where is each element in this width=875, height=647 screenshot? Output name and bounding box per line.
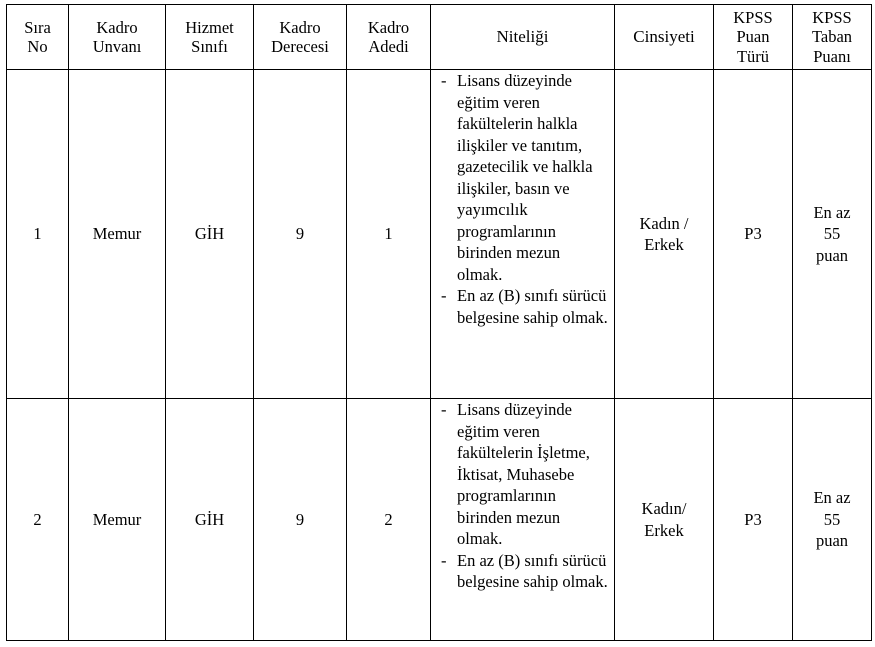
nitelik-item: - En az (B) sınıfı sürücü belgesine sahip olmak. xyxy=(439,285,608,328)
cell-sira-no: 1 xyxy=(7,70,69,399)
cell-niteligi xyxy=(431,399,615,641)
header-kpss-taban-puani: KPSS Taban Puanı xyxy=(793,5,872,70)
cell-kadro-adedi: 2 xyxy=(347,399,431,641)
cell-cinsiyeti: Kadın / Erkek xyxy=(615,70,714,399)
table-row xyxy=(7,70,872,399)
cell-kpss-taban-puani: En az 55 puan xyxy=(793,399,872,641)
header-kadro-derecesi: Kadro Derecesi xyxy=(254,5,347,70)
table-body xyxy=(7,70,872,641)
header-kadro-unvani: Kadro Unvanı xyxy=(69,5,166,70)
kadro-table xyxy=(6,4,872,641)
cell-kpss-puan-turu: P3 xyxy=(714,399,793,641)
header-kadro-adedi: Kadro Adedi xyxy=(347,5,431,70)
header-niteligi: Niteliği xyxy=(431,5,615,70)
cell-hizmet-sinifi: GİH xyxy=(166,399,254,641)
cell-kadro-unvani: Memur xyxy=(69,70,166,399)
cell-kadro-derecesi: 9 xyxy=(254,399,347,641)
cell-niteligi xyxy=(431,70,615,399)
header-cinsiyeti: Cinsiyeti xyxy=(615,5,714,70)
cell-kpss-puan-turu: P3 xyxy=(714,70,793,399)
header-sira-no: Sıra No xyxy=(7,5,69,70)
cell-kpss-taban-puani: En az 55 puan xyxy=(793,70,872,399)
cell-kadro-unvani: Memur xyxy=(69,399,166,641)
table-header xyxy=(7,5,872,70)
cell-cinsiyeti: Kadın/ Erkek xyxy=(615,399,714,641)
header-hizmet-sinifi: Hizmet Sınıfı xyxy=(166,5,254,70)
nitelik-list xyxy=(439,70,608,328)
table-row xyxy=(7,399,872,641)
nitelik-item: - Lisans düzeyinde eğitim veren fakültelerin İşletme, İktisat, Muhasebe programlarının birinden mezun olmak. xyxy=(439,399,608,550)
nitelik-item: - En az (B) sınıfı sürücü belgesine sahip olmak. xyxy=(439,550,608,593)
cell-kadro-derecesi: 9 xyxy=(254,70,347,399)
nitelik-list xyxy=(439,399,608,593)
header-row xyxy=(7,5,872,70)
cell-sira-no: 2 xyxy=(7,399,69,641)
header-kpss-puan-turu: KPSS Puan Türü xyxy=(714,5,793,70)
cell-kadro-adedi: 1 xyxy=(347,70,431,399)
cell-hizmet-sinifi: GİH xyxy=(166,70,254,399)
nitelik-item: - Lisans düzeyinde eğitim veren fakültelerin halkla ilişkiler ve tanıtım, gazetecilik ve halkla ilişkiler, basın ve yayımcılık programlarının birinden mezun olmak. xyxy=(439,70,608,285)
